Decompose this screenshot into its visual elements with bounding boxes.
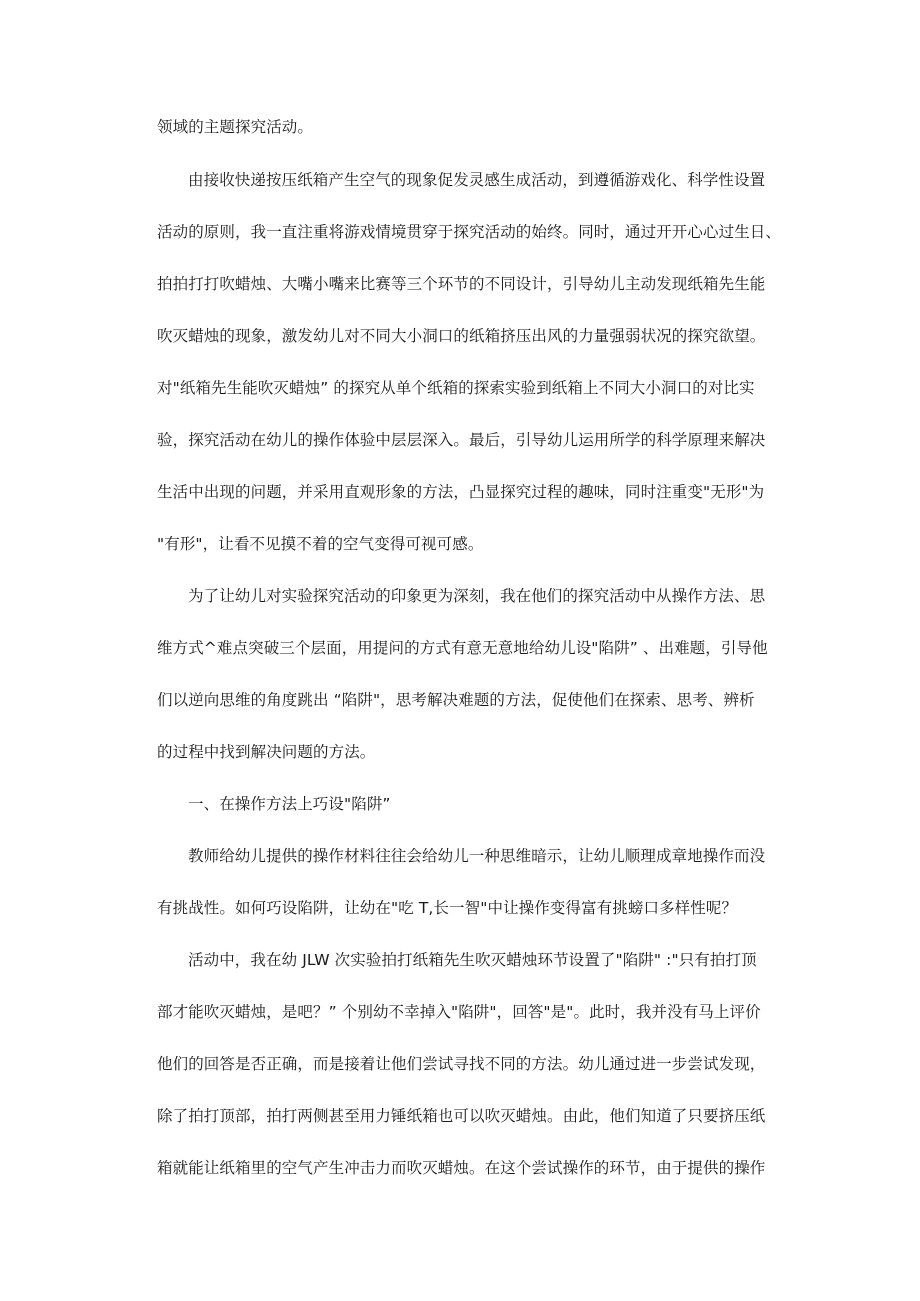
paragraph-line: 验，探究活动在幼儿的操作体验中层层深入。最后，引导幼儿运用所学的科学原理来解决 — [157, 431, 766, 449]
section-heading: 一、在操作方法上巧设"陷阱” — [188, 795, 391, 813]
paragraph-line: 箱就能让纸箱里的空气产生冲击力而吹灭蜡烛。在这个尝试操作的环节，由于提供的操作 — [157, 1159, 766, 1177]
paragraph-line: 为了让幼儿对实验探究活动的印象更为深刻，我在他们的探究活动中从操作方法、思 — [188, 587, 766, 605]
paragraph-line: 吹灭蜡烛的现象，激发幼儿对不同大小洞口的纸箱挤压出风的力量强弱状况的探究欲望。 — [157, 327, 766, 345]
paragraph-line: 他们的回答是否正确，而是接着让他们尝试寻找不同的方法。幼儿通过进一步尝试发现， — [157, 1055, 766, 1073]
paragraph-line: 领域的主题探究活动。 — [157, 118, 314, 136]
paragraph-line: 有挑战性。如何巧设陷阱，让幼在"吃 T,长一智"中让操作变得富有挑螃口多样性呢？ — [157, 899, 738, 917]
paragraph-line: 部才能吹灭蜡烛，是吧？” 个别幼不幸掉入"陷阱"，回答"是"。此时，我并没有马上评价 — [157, 1003, 761, 1021]
paragraph-line: 生活中出现的问题，并采用直观形象的方法，凸显探究过程的趣味，同时注重变"无形"为 — [157, 483, 765, 501]
paragraph-line: 的过程中找到解决问题的方法。 — [157, 743, 376, 761]
paragraph-line: 们以逆向思维的角度跳出 “陷阱"，思考解决难题的方法，促使他们在探索、思考、辨析 — [157, 691, 755, 709]
paragraph-line: 教师给幼儿提供的操作材料往往会给幼儿一种思维暗示，让幼儿顺理成章地操作而没 — [188, 847, 766, 865]
paragraph-line: 活动的原则，我一直注重将游戏情境贯穿于探究活动的始终。同时，通过开开心心过生日、 — [157, 223, 782, 241]
paragraph-line: 由接收快递按压纸箱产生空气的现象促发灵感生成活动，到遵循游戏化、科学性设置 — [188, 171, 766, 189]
paragraph-line: 除了拍打顶部，拍打两侧甚至用力锤纸箱也可以吹灭蜡烛。由此，他们知道了只要挤压纸 — [157, 1107, 766, 1125]
paragraph-line: 拍拍打打吹蜡烛、大嘴小嘴来比赛等三个环节的不同设计，引导幼儿主动发现纸箱先生能 — [157, 275, 766, 293]
paragraph-line: 对"纸箱先生能吹灭蜡烛” 的探究从单个纸箱的探索实验到纸箱上不同大小洞口的对比实 — [157, 379, 755, 397]
paragraph-line: 活动中，我在幼 JLW 次实验拍打纸箱先生吹灭蜡烛环节设置了"陷阱" :"只有拍打顶 — [188, 951, 757, 969]
paragraph-line: "有形"，让看不见摸不着的空气变得可视可感。 — [157, 535, 484, 553]
paragraph-line: 维方式^难点突破三个层面，用提问的方式有意无意地给幼儿设"陷阱” 、出难题，引导他 — [157, 639, 768, 657]
